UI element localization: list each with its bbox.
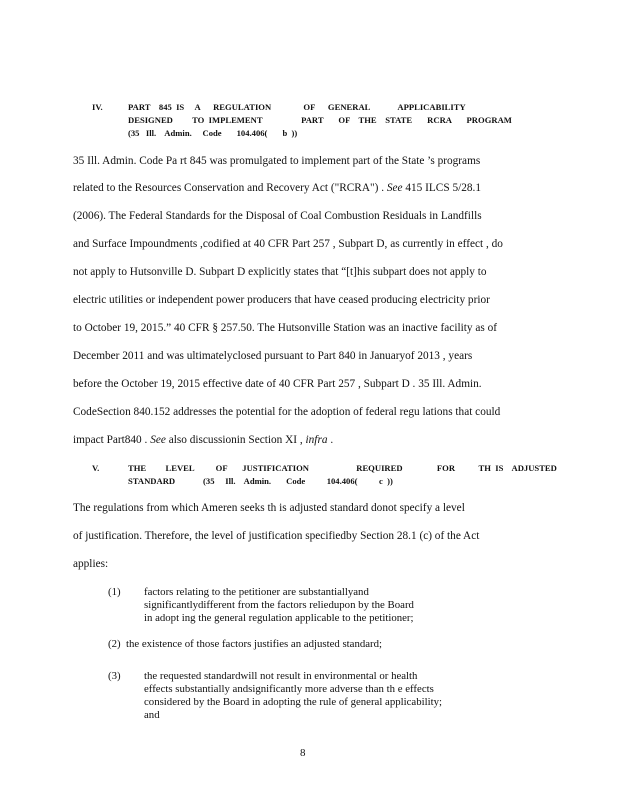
body-line: and Surface Impoundments ,codified at 40 CFR Part 257 , Subpart D, as currently in effect , do [73,238,503,250]
list-item-line: the requested standardwill not result in environmental or health [144,670,418,682]
body-line: before the October 19, 2015 effective date of 40 CFR Part 257 , Subpart D . 35 Ill. Admin. [73,378,482,390]
section-iv-heading-line-2: DESIGNED TO IMPLEMENT PART OF THE STATE RCRA PROGRAM [128,115,512,125]
section-iv-heading-line-1: PART 845 IS A REGULATION OF GENERAL APPLICABILITY [128,102,466,112]
body-line: 35 Ill. Admin. Code Pa rt 845 was promulgated to implement part of the State ’s programs [73,155,481,167]
list-item-number: (2) [108,638,121,650]
body-line: December 2011 and was ultimatelyclosed pursuant to Part 840 in Januaryof 2013 , years [73,350,473,362]
body-line: electric utilities or independent power producers that have ceased producing electricity prior [73,294,490,306]
section-v-heading-line-1: THE LEVEL OF JUSTIFICATION REQUIRED FOR TH IS ADJUSTED [128,463,557,473]
list-item-line: and [144,709,160,721]
list-item-number: (3) [108,670,121,682]
body-line: not apply to Hutsonville D. Subpart D explicitly states that “[t]his subpart does not apply to [73,266,487,278]
list-item-line: significantlydifferent from the factors reliedupon by the Board [144,599,414,611]
section-iv-number: IV. [92,102,103,112]
section-iv-heading-line-3: (35 Ill. Admin. Code 104.406( b )) [128,128,298,138]
body-line: CodeSection 840.152 addresses the potential for the adoption of federal regu lations that could [73,406,501,418]
body-line: to October 19, 2015.” 40 CFR § 257.50. The Hutsonville Station was an inactive facility as of [73,322,497,334]
list-item-line: in adopt ing the general regulation applicable to the petitioner; [144,612,414,624]
body-line: of justification. Therefore, the level of justification specifiedby Section 28.1 (c) of the Act [73,530,480,542]
body-line: The regulations from which Ameren seeks th is adjusted standard donot specify a level [73,502,465,514]
body-line: (2006). The Federal Standards for the Disposal of Coal Combustion Residuals in Landfills [73,210,482,222]
body-line: applies: [73,558,109,570]
list-item-line: considered by the Board in adopting the rule of general applicability; [144,696,443,708]
page-number: 8 [300,747,306,759]
list-item-line: the existence of those factors justifies an adjusted standard; [126,638,383,650]
section-v-number: V. [92,463,100,473]
body-line: related to the Resources Conservation and Recovery Act ("RCRA") . See 415 ILCS 5/28.1 [73,182,482,194]
section-v-heading-line-2: STANDARD (35 Ill. Admin. Code 104.406( c )) [128,476,393,486]
list-item-number: (1) [108,586,121,598]
body-line: impact Part840 . See also discussionin Section XI , infra . [73,434,334,446]
list-item-line: effects substantially andsignificantly more adverse than th e effects [144,683,434,695]
list-item-line: factors relating to the petitioner are substantiallyand [144,586,369,598]
